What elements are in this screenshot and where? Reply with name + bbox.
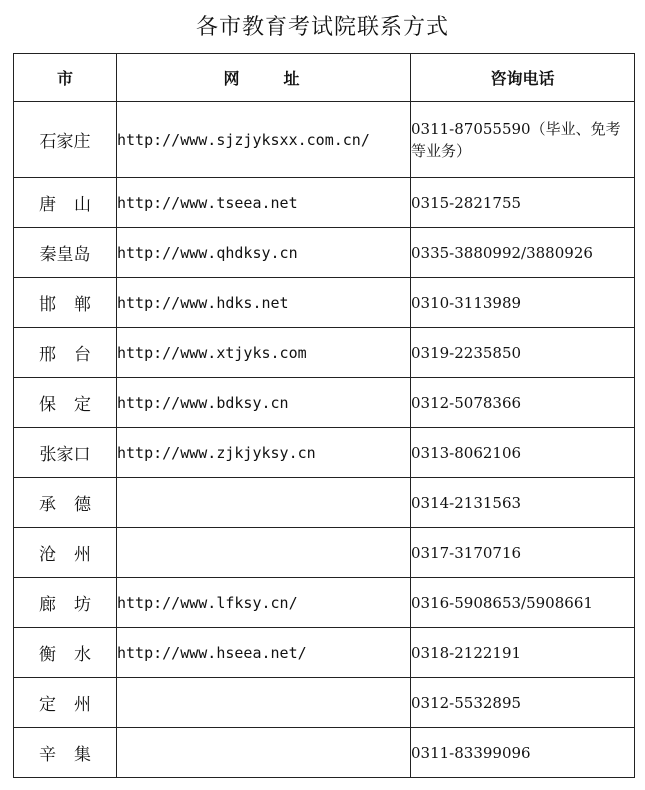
url-link[interactable]: http://www.tseea.net xyxy=(117,178,411,228)
city-name: 沧州 xyxy=(39,545,109,565)
phone-number: 0335-3880992/3880926 xyxy=(411,228,635,278)
table-row xyxy=(14,228,635,278)
city-cell xyxy=(14,578,117,628)
table-row xyxy=(14,278,635,328)
url-cell-empty xyxy=(117,528,411,578)
city-cell xyxy=(14,628,117,678)
contacts-table xyxy=(13,53,635,778)
phone-number: 0319-2235850 xyxy=(411,328,635,378)
header-url-label: 网 址 xyxy=(223,69,304,88)
header-phone: 咨询电话 xyxy=(411,54,635,102)
city-cell xyxy=(14,678,117,728)
url-link[interactable]: http://www.sjzjyksxx.com.cn/ xyxy=(117,102,411,178)
city-cell xyxy=(14,528,117,578)
table-row xyxy=(14,628,635,678)
city-name: 承德 xyxy=(39,495,109,515)
phone-number: 0314-2131563 xyxy=(411,478,635,528)
page-title: 各市教育考试院联系方式 xyxy=(195,15,449,40)
table-row xyxy=(14,578,635,628)
url-link[interactable]: http://www.xtjyks.com xyxy=(117,328,411,378)
table-row xyxy=(14,428,635,478)
phone-number: 0318-2122191 xyxy=(411,628,635,678)
table-row xyxy=(14,328,635,378)
city-cell xyxy=(14,102,117,178)
city-name: 衡水 xyxy=(39,645,109,665)
url-cell-empty xyxy=(117,678,411,728)
table-row xyxy=(14,378,635,428)
city-name: 唐山 xyxy=(39,195,109,215)
phone-number: 0311-83399096 xyxy=(411,728,635,778)
city-cell xyxy=(14,378,117,428)
url-link[interactable]: http://www.bdksy.cn xyxy=(117,378,411,428)
table-row xyxy=(14,478,635,528)
city-cell xyxy=(14,178,117,228)
url-link[interactable]: http://www.lfksy.cn/ xyxy=(117,578,411,628)
table-row xyxy=(14,728,635,778)
city-name: 定州 xyxy=(39,695,109,715)
phone-number: 0312-5078366 xyxy=(411,378,635,428)
phone-number: 0311-87055590（毕业、免考等业务） xyxy=(411,102,635,178)
url-link[interactable]: http://www.hdks.net xyxy=(117,278,411,328)
phone-number: 0315-2821755 xyxy=(411,178,635,228)
phone-number: 0313-8062106 xyxy=(411,428,635,478)
url-link[interactable]: http://www.hseea.net/ xyxy=(117,628,411,678)
city-name: 石家庄 xyxy=(39,132,91,152)
url-link[interactable]: http://www.zjkjyksy.cn xyxy=(117,428,411,478)
phone-number: 0317-3170716 xyxy=(411,528,635,578)
city-cell xyxy=(14,328,117,378)
table-header-row xyxy=(14,54,635,102)
city-name: 保定 xyxy=(39,395,109,415)
header-city: 市 xyxy=(14,54,117,102)
city-cell xyxy=(14,278,117,328)
city-name: 张家口 xyxy=(39,445,91,465)
city-name: 廊坊 xyxy=(39,595,109,615)
city-cell xyxy=(14,428,117,478)
phone-number: 0310-3113989 xyxy=(411,278,635,328)
url-cell-empty xyxy=(117,478,411,528)
city-name: 辛集 xyxy=(39,745,109,765)
table-row xyxy=(14,678,635,728)
city-cell xyxy=(14,728,117,778)
table-row xyxy=(14,102,635,178)
url-cell-empty xyxy=(117,728,411,778)
city-name: 邢台 xyxy=(39,345,109,365)
city-cell xyxy=(14,478,117,528)
url-link[interactable]: http://www.qhdksy.cn xyxy=(117,228,411,278)
header-url xyxy=(117,54,411,102)
table-row xyxy=(14,178,635,228)
city-name: 邯郸 xyxy=(39,295,109,315)
phone-number: 0316-5908653/5908661 xyxy=(411,578,635,628)
city-cell xyxy=(14,228,117,278)
table-row xyxy=(14,528,635,578)
city-name: 秦皇岛 xyxy=(39,245,91,265)
phone-number: 0312-5532895 xyxy=(411,678,635,728)
